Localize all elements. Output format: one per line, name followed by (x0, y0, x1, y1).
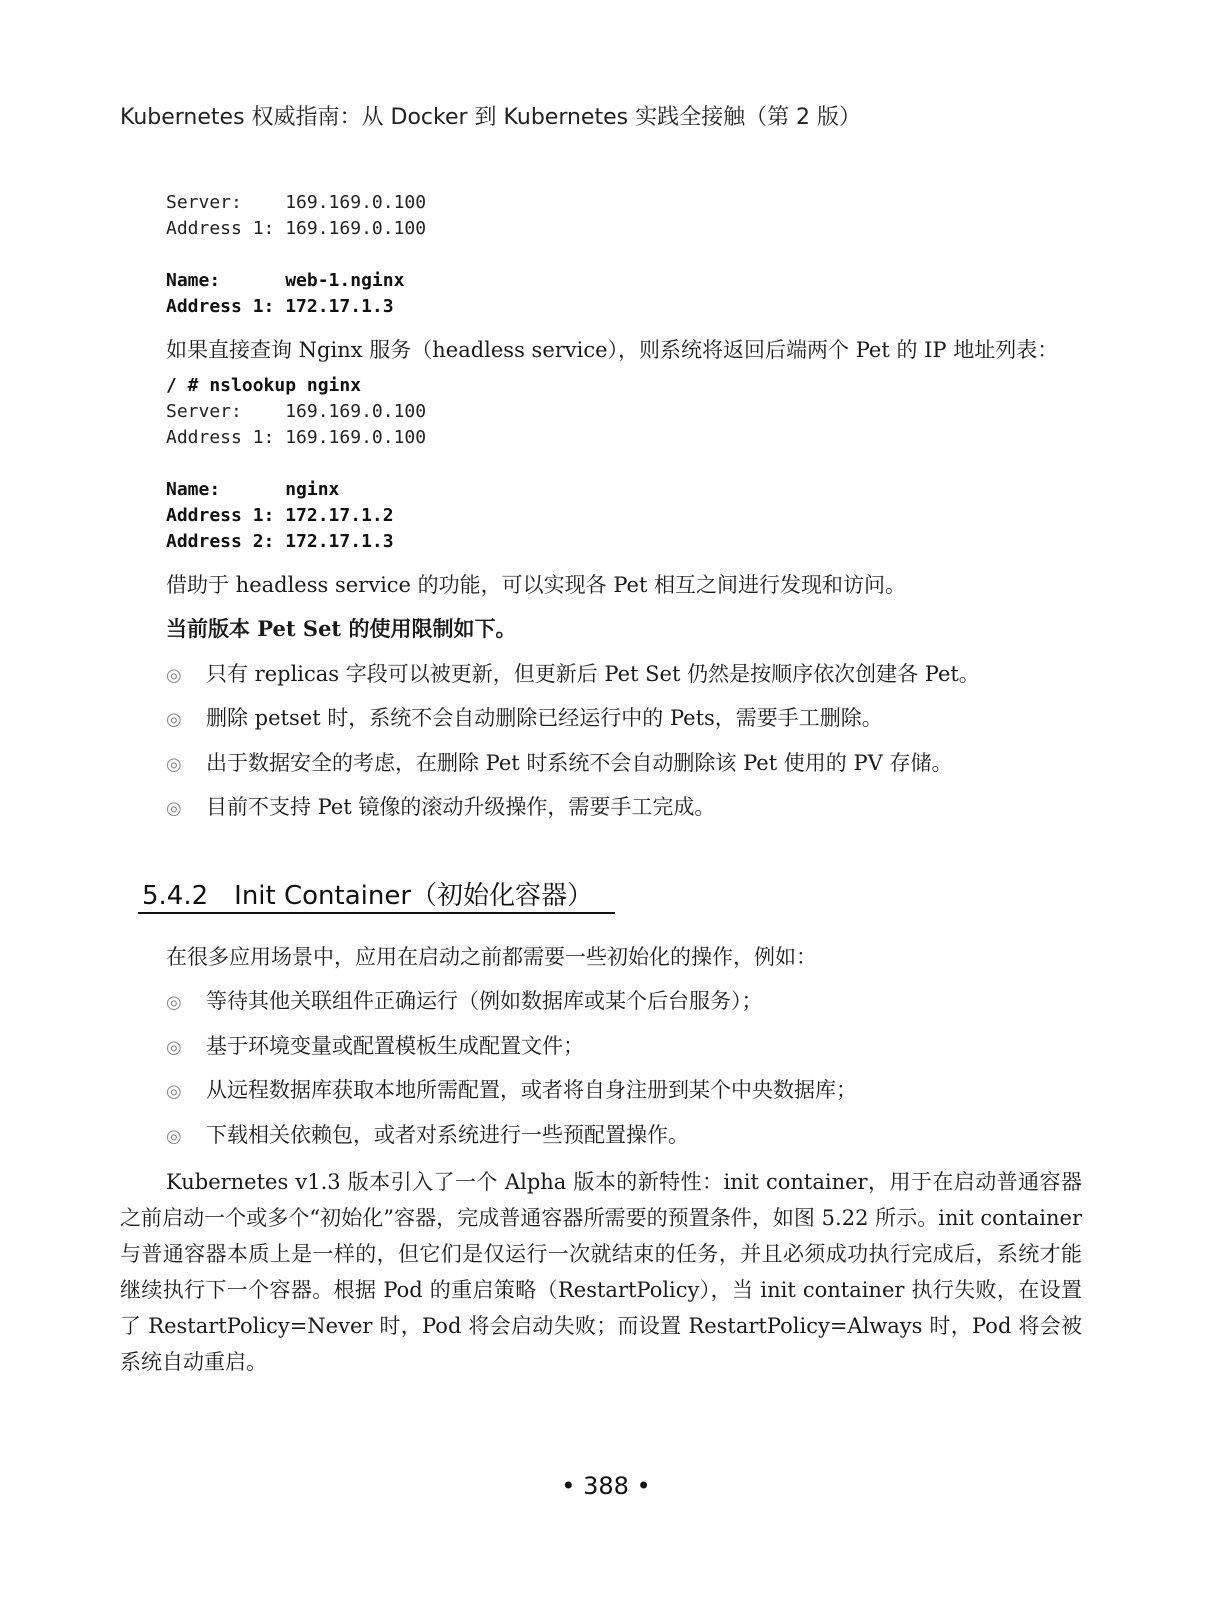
list-item-limit (166, 748, 1086, 780)
bullet-icon: ◎ (166, 1037, 182, 1058)
code-line: Address 1: 172.17.1.3 (166, 296, 394, 317)
code-block-name-web1 (166, 268, 766, 320)
running-header: Kubernetes 权威指南：从 Docker 到 Kubernetes 实践全接触（第 2 版） (120, 105, 862, 130)
list-item-init (166, 1031, 1086, 1063)
bullet-icon: ◎ (166, 1081, 182, 1102)
code-line: Address 2: 172.17.1.3 (166, 531, 394, 552)
code-line-command: / # nslookup nginx (166, 375, 362, 396)
list-item-text: 从远程数据库获取本地所需配置，或者将自身注册到某个中央数据库； (206, 1078, 857, 1102)
code-line: Address 1: 169.169.0.100 (166, 218, 427, 239)
code-line: Server: 169.169.0.100 (166, 401, 427, 422)
section-number: 5.4.2 (142, 881, 209, 911)
list-item-init (166, 1075, 1086, 1107)
code-block-nslookup (166, 373, 766, 451)
list-item-text: 下载相关依赖包，或者对系统进行一些预配置操作。 (206, 1123, 689, 1147)
paragraph-init-intro: 在很多应用场景中，应用在启动之前都需要一些初始化的操作，例如： (166, 945, 817, 969)
section-title: Init Container（初始化容器） (234, 881, 594, 911)
bullet-icon: ◎ (166, 798, 182, 819)
list-item-limit (166, 703, 1086, 735)
code-line: Address 1: 172.17.1.2 (166, 505, 394, 526)
code-block-server (166, 190, 766, 242)
bullet-icon: ◎ (166, 754, 182, 775)
list-item-init (166, 986, 1086, 1018)
list-item-text: 只有 replicas 字段可以被更新，但更新后 Pet Set 仍然是按顺序依次创建各 Pet。 (206, 662, 980, 686)
list-item-text: 目前不支持 Pet 镜像的滚动升级操作，需要手工完成。 (206, 795, 716, 819)
paragraph-init-container: Kubernetes v1.3 版本引入了一个 Alpha 版本的新特性：init container，用于在启动普通容器之前启动一个或多个“初始化”容器，完成普通容器所需要的预置条件，如图 5.22 所示。init container 与普通容器本质上是一样的，但它们是仅运行一次就结束的任务，并且必须成功执行完成后，系统才能继续执行下一个容器。根据 Pod 的重启策略（RestartPolicy），当 init container 执行失败，在设置了 RestartPolicy=Never 时，Pod 将会启动失败；而设置 RestartPolicy=Always 时，Pod 将会被系统自动重启。 (120, 1170, 1082, 1374)
bullet-icon: ◎ (166, 665, 182, 686)
code-block-name-nginx (166, 477, 766, 555)
section-underline (138, 912, 615, 914)
section-heading (142, 875, 593, 912)
paragraph-limits-heading: 当前版本 Pet Set 的使用限制如下。 (166, 616, 517, 641)
list-item-text: 出于数据安全的考虑，在删除 Pet 时系统不会自动删除该 Pet 使用的 PV 存储。 (206, 751, 953, 775)
list-item-limit (166, 659, 1086, 691)
page-number: • 388 • (561, 1472, 651, 1500)
paragraph-discovery: 借助于 headless service 的功能，可以实现各 Pet 相互之间进行发现和访问。 (166, 573, 907, 597)
code-line: Address 1: 169.169.0.100 (166, 427, 427, 448)
bullet-icon: ◎ (166, 1126, 182, 1147)
code-line: Server: 169.169.0.100 (166, 192, 427, 213)
list-item-init (166, 1120, 1086, 1152)
code-line: Name: nginx (166, 479, 340, 500)
list-item-limit (166, 792, 1086, 824)
list-item-text: 删除 petset 时，系统不会自动删除已经运行中的 Pets，需要手工删除。 (206, 706, 883, 730)
paragraph-headless-query: 如果直接查询 Nginx 服务（headless service），则系统将返回后端两个 Pet 的 IP 地址列表： (166, 338, 1059, 362)
bullet-icon: ◎ (166, 992, 182, 1013)
list-item-text: 基于环境变量或配置模板生成配置文件； (206, 1034, 584, 1058)
list-item-text: 等待其他关联组件正确运行（例如数据库或某个后台服务）； (206, 989, 763, 1013)
code-line: Name: web-1.nginx (166, 270, 405, 291)
bullet-icon: ◎ (166, 709, 182, 730)
